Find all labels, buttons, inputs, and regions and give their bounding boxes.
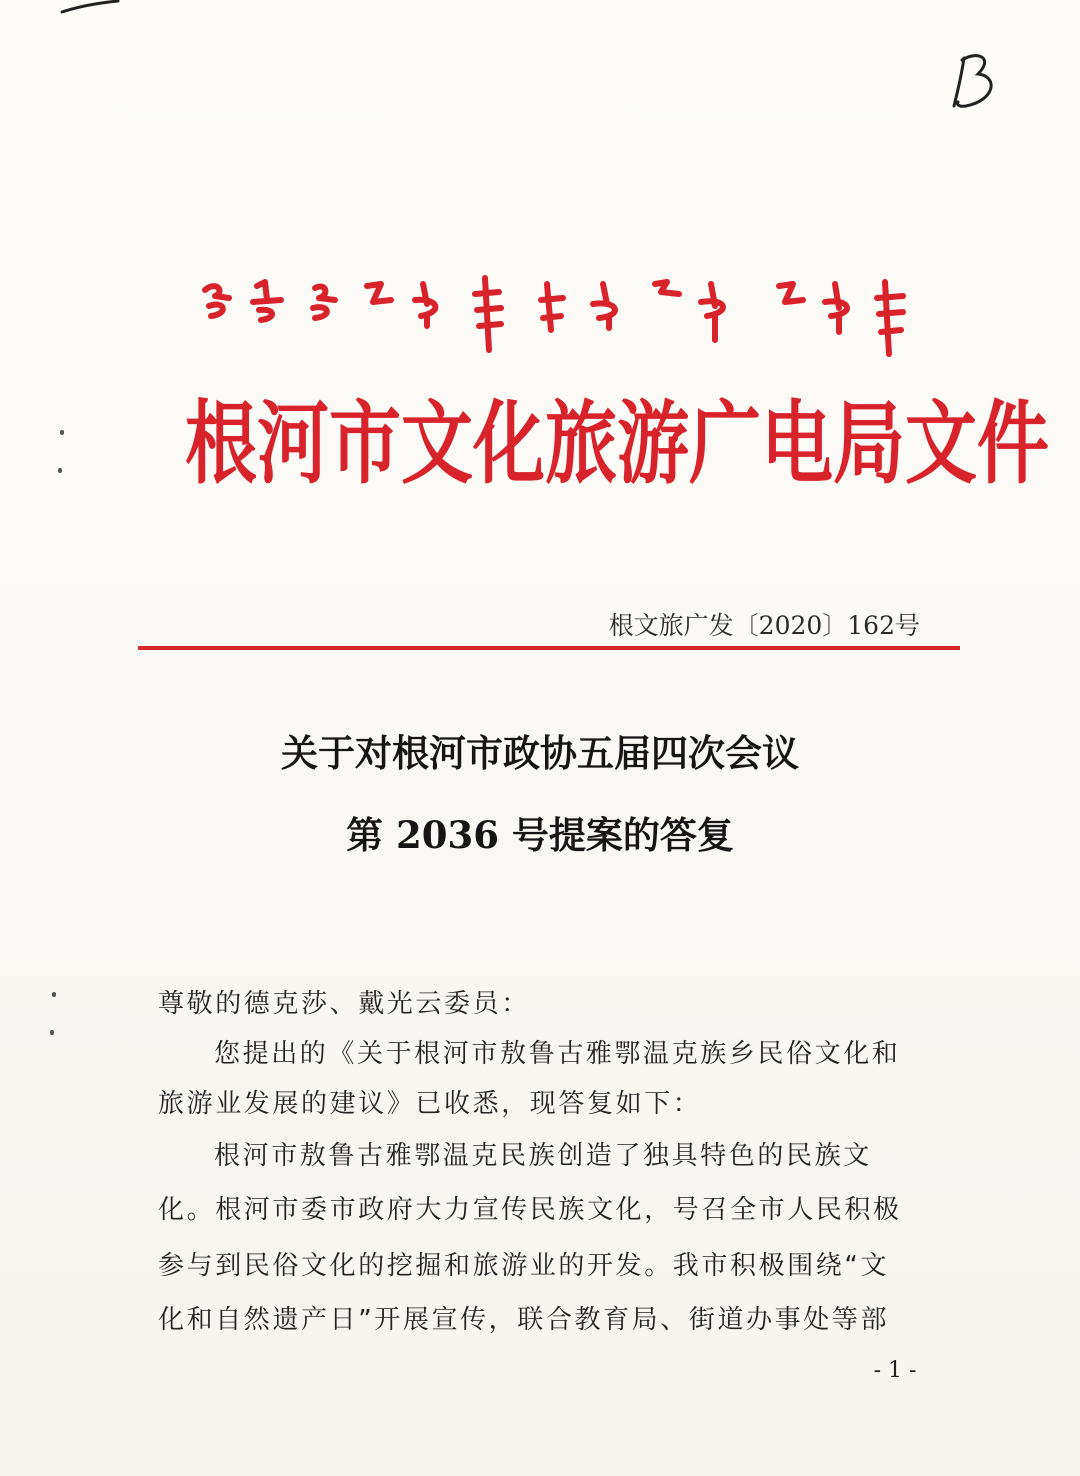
red-divider-line bbox=[138, 646, 960, 650]
paragraph-1-line-2: 旅游业发展的建议》已收悉，现答复如下： bbox=[158, 1089, 702, 1119]
handwritten-letter-mark bbox=[948, 50, 1000, 110]
mongolian-script-header bbox=[195, 270, 915, 365]
scan-speck bbox=[52, 992, 56, 997]
scan-speck bbox=[50, 1030, 54, 1035]
paragraph-2-line-1: 根河市敖鲁古雅鄂温克民族创造了独具特色的民族文 bbox=[214, 1141, 872, 1171]
document-title-line-1: 关于对根河市政协五届四次会议 bbox=[281, 731, 799, 775]
paragraph-2-line-2: 化。根河市委市政府大力宣传民族文化，号召全市人民积极 bbox=[158, 1195, 902, 1225]
paragraph-2-line-4: 化和自然遗产日”开展宣传，联合教育局、街道办事处等部 bbox=[158, 1305, 890, 1335]
page-number: - 1 - bbox=[873, 1358, 917, 1383]
document-number: 根文旅广发〔2020〕162号 bbox=[608, 611, 920, 640]
scan-speck bbox=[60, 430, 64, 435]
issuing-authority-header: 根河市文化旅游广电局文件 bbox=[185, 390, 1050, 496]
pen-stroke-mark bbox=[60, 0, 120, 14]
paragraph-1-line-1: 您提出的《关于根河市敖鲁古雅鄂温克族乡民俗文化和 bbox=[214, 1039, 901, 1069]
scan-speck bbox=[58, 468, 62, 473]
paragraph-2-line-3: 参与到民俗文化的挖掘和旅游业的开发。我市积极围绕“文 bbox=[158, 1251, 890, 1281]
salutation: 尊敬的德克莎、戴光云委员： bbox=[158, 989, 530, 1019]
document-title-line-2: 第 2036 号提案的答复 bbox=[346, 813, 734, 857]
